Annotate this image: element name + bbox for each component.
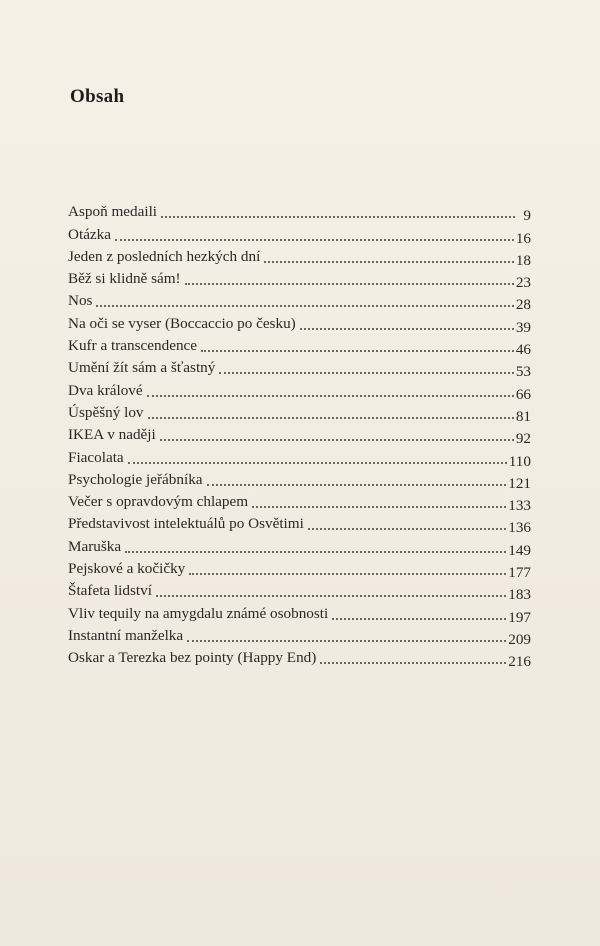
toc-entry [68, 623, 531, 648]
toc-entry [68, 400, 531, 425]
toc-entry [68, 377, 531, 403]
toc-entry [68, 310, 531, 336]
dot-leader [187, 630, 506, 642]
toc-entry-title: Aspoň medaili [68, 203, 158, 221]
toc-entry-page-number: 28 [515, 296, 531, 314]
toc-entry-title: Pejskové a kočičky [68, 560, 186, 578]
toc-entry-title: Běž si klidně sám! [68, 270, 181, 288]
dot-leader [147, 385, 514, 397]
toc-entry-page-number: 39 [515, 318, 531, 336]
dot-leader [207, 474, 507, 486]
toc-entry [68, 333, 531, 359]
toc-entry-title: IKEA v naději [68, 426, 156, 444]
dot-leader [219, 362, 513, 374]
toc-entry-title: Oskar a Terezka bez pointy (Happy End) [68, 649, 317, 667]
toc-entry-title: Otázka [68, 225, 112, 243]
toc-entry-title: Maruška [68, 537, 122, 555]
dot-leader [96, 295, 513, 307]
toc-entry-title: Psychologie jeřábníka [68, 470, 203, 488]
toc-entry [68, 266, 531, 292]
dot-leader [264, 251, 513, 263]
toc-entry-title: Dva králové [68, 381, 143, 399]
dot-leader [185, 273, 514, 285]
dot-leader [156, 585, 506, 597]
toc-entry-page-number: 149 [508, 541, 531, 559]
toc-entry-title: Jeden z posledních hezkých dní [68, 247, 261, 265]
dot-leader [115, 229, 514, 241]
toc-entry-page-number: 18 [515, 251, 531, 269]
dot-leader [300, 318, 514, 330]
dot-leader [320, 652, 506, 664]
toc-entry-page-number: 81 [515, 407, 531, 425]
dot-leader [148, 407, 514, 419]
toc-entry [68, 244, 531, 269]
dot-leader [161, 206, 515, 218]
toc-entry [68, 467, 531, 492]
dot-leader [252, 496, 506, 508]
toc-entry-title: Fiacolata [68, 448, 124, 466]
toc-entry-title: Instantní manželka [68, 626, 184, 644]
dot-leader [160, 429, 514, 441]
toc-entry-page-number: 183 [508, 586, 531, 604]
toc-entry-title: Večer s opravdovým chlapem [68, 493, 249, 511]
toc-entry-title: Úspěšný lov [68, 403, 144, 421]
toc-entry-page-number: 110 [508, 452, 531, 470]
toc-entry-page-number: 9 [523, 207, 531, 225]
toc-entry-page-number: 121 [508, 474, 531, 492]
dot-leader [201, 340, 514, 352]
toc-entry-page-number: 53 [515, 363, 531, 381]
toc-entry-page-number: 177 [508, 564, 531, 582]
toc-entry [68, 645, 531, 671]
dot-leader [308, 518, 506, 530]
toc-entry [68, 199, 531, 225]
toc-entry-title: Nos [68, 292, 93, 310]
toc-entry [68, 578, 531, 604]
dot-leader [189, 563, 506, 575]
toc-entry [68, 422, 531, 448]
toc-entry-title: Představivost intelektuálů po Osvětimi [68, 515, 304, 533]
toc-entry [68, 489, 531, 515]
toc-entry-page-number: 216 [508, 653, 531, 671]
toc-entry-page-number: 66 [515, 385, 531, 403]
dot-leader [128, 452, 507, 464]
toc-entry-page-number: 92 [515, 430, 531, 448]
toc-entry-page-number: 136 [508, 519, 531, 537]
toc-entry-title: Na oči se vyser (Boccaccio po česku) [68, 314, 296, 332]
page-title: Obsah [70, 86, 125, 107]
toc-entry [68, 221, 531, 247]
toc-entry-title: Kufr a transcendence [68, 337, 198, 355]
table-of-contents [68, 199, 531, 671]
toc-entry-title: Vliv tequily na amygdalu známé osobnosti [68, 604, 329, 622]
toc-entry-page-number: 197 [508, 608, 531, 626]
toc-entry-page-number: 16 [515, 229, 531, 247]
dot-leader [125, 541, 506, 553]
toc-entry-page-number: 209 [508, 630, 531, 648]
toc-entry-page-number: 23 [515, 274, 531, 292]
toc-entry [68, 600, 531, 626]
toc-entry [68, 511, 531, 537]
toc-entry-page-number: 46 [515, 341, 531, 359]
toc-entry [68, 444, 531, 470]
toc-entry-page-number: 133 [508, 497, 531, 515]
toc-entry [68, 533, 531, 559]
toc-entry-title: Štafeta lidství [68, 582, 152, 600]
toc-entry [68, 556, 531, 582]
toc-entry [68, 288, 531, 314]
toc-entry-title: Umění žít sám a šťastný [68, 359, 216, 377]
toc-entry [68, 355, 531, 381]
dot-leader [332, 608, 506, 620]
